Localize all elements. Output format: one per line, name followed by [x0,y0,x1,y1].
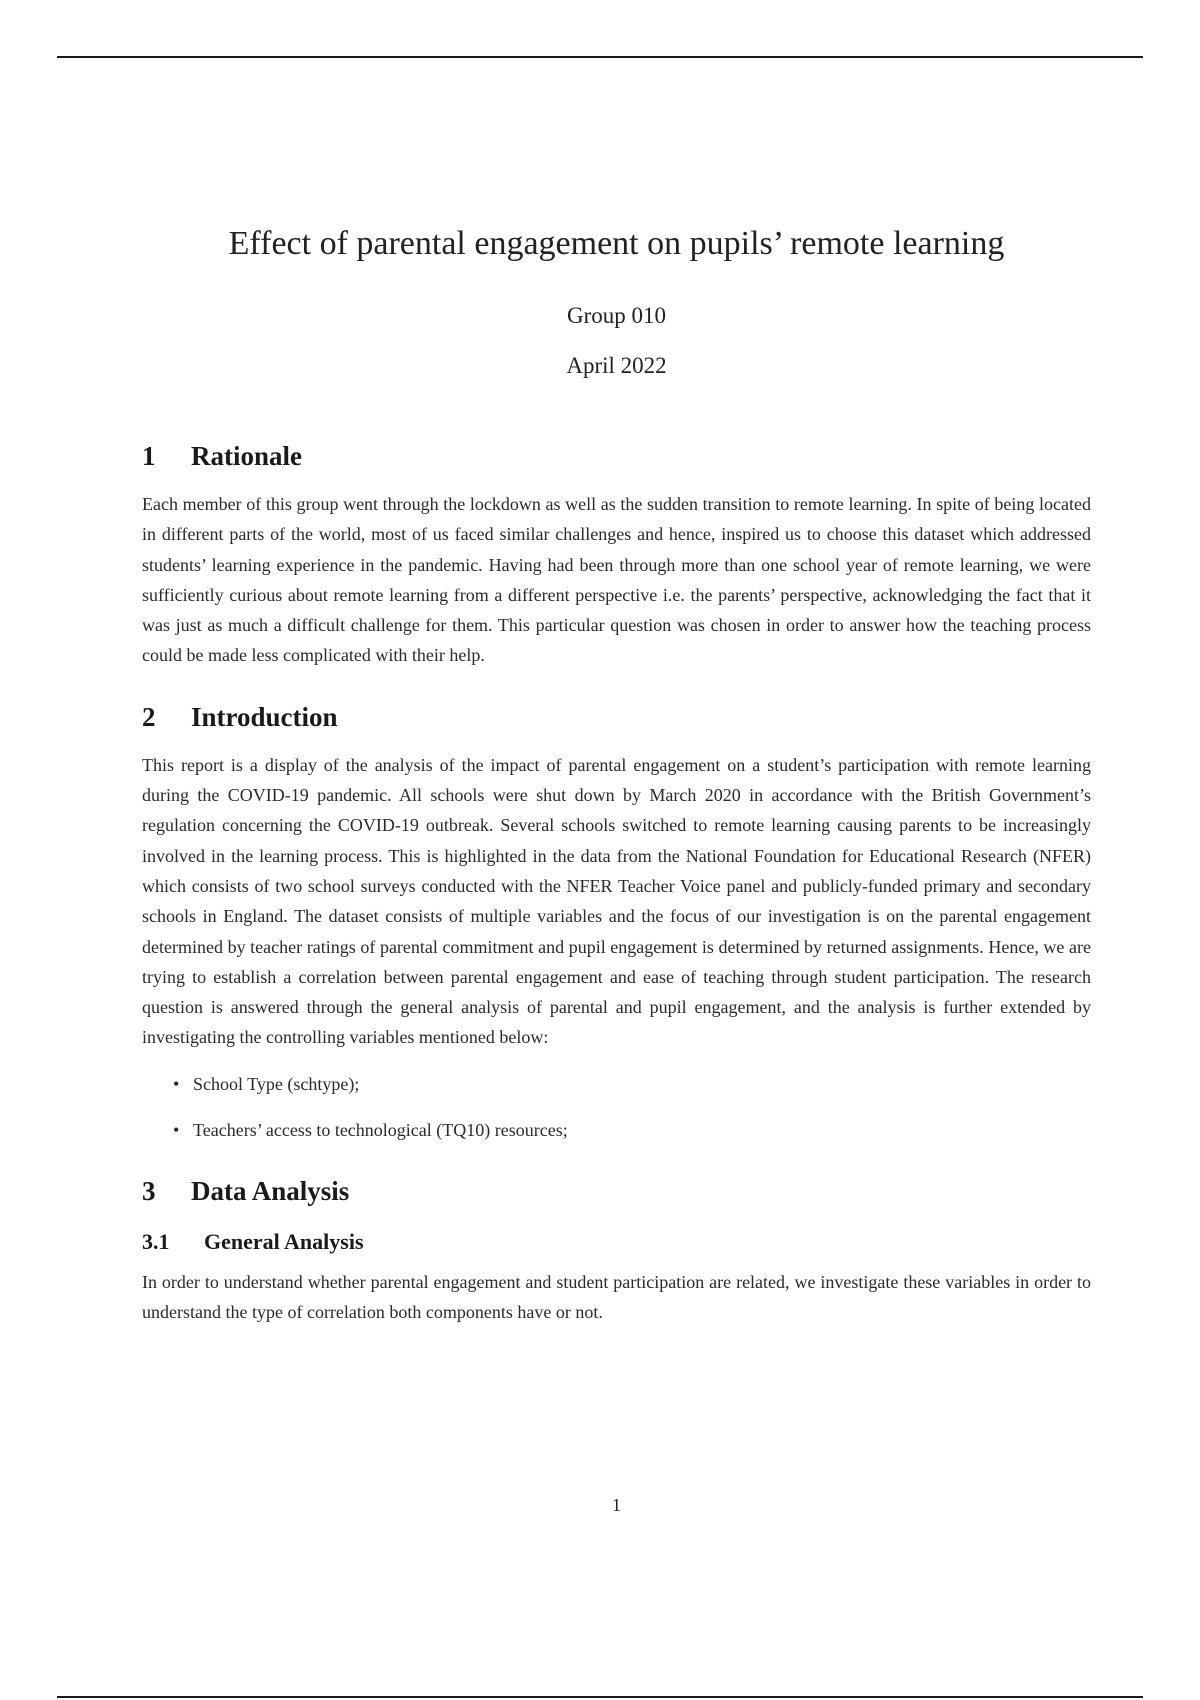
paper-body [142,438,1091,1327]
general-analysis-paragraph: In order to understand whether parental engagement and student participation are related, we investigate these variables in order to understand the type of correlation both components have or not. [142,1271,1091,1323]
list-item [142,1115,1091,1145]
bottom-rule [57,1696,1143,1698]
section-heading-data-analysis [142,1173,1091,1209]
bullet-icon: • [173,1119,180,1140]
page-number: 1 [612,1495,621,1515]
section-number: 2 [142,701,156,732]
section-number: 1 [142,441,156,471]
introduction-paragraph: This report is a display of the analysis of the impact of parental engagement on a student’s participation with remote learning during the COVID-19 pandemic. All schools were shut down by March 2020 in accordance with the British Government’s regulation concerning the COVID-19 outbreak. Several schools switched to remote learning causing parents to be increasingly involved in the learning process. This is highlighted in the data from the National Foundation for Educational Research (NFER) which consists of two school surveys conducted with the NFER Teacher Voice panel and publicly-funded primary and secondary schools in England. The dataset consists of multiple variables and the focus of our investigation is on the parental engagement determined by teacher ratings of parental commitment and pupil engagement is determined by returned assignments. Hence, we are trying to establish a correlation between parental engagement and ease of teaching through student participation. The research question is answered through the general analysis of parental and pupil engagement, and the analysis is further extended by investigating the controlling variables mentioned below: [142,754,1091,1048]
section-title: Data Analysis [191,1175,350,1206]
section-title: Rationale [191,441,302,471]
paper-author: Group 010 [566,303,667,328]
subsection-number: 3.1 [142,1228,170,1254]
paper-date: April 2022 [566,353,667,378]
section-title: Introduction [191,701,338,732]
list-item [142,1069,1091,1099]
section-number: 3 [142,1175,156,1206]
list-item-text: School Type (schtype); [193,1073,360,1094]
list-item-text: Teachers’ access to technological (TQ10) resources; [193,1119,568,1140]
bullet-icon: • [173,1073,180,1094]
section-heading-introduction [142,699,1091,735]
paper-title: Effect of parental engagement on pupils’ remote learning [228,225,1005,262]
subsection-heading-general-analysis [142,1227,1091,1257]
rationale-paragraph: Each member of this group went through the lockdown as well as the sudden transition to remote learning. In spite of being located in different parts of the world, most of us faced similar challenges and hence, inspired us to choose this dataset which addressed students’ learning experience in the pandemic. Having had been through more than one school year of remote learning, we were sufficiently curious about remote learning from a different perspective i.e. the parents’ perspective, acknowledging the fact that it was just as much a difficult challenge for them. This particular question was chosen in order to answer how the teaching process could be made less complicated with their help. [142,494,1091,666]
section-heading-rationale [142,438,1091,474]
controlling-variables-list [142,1069,1091,1145]
subsection-title: General Analysis [204,1228,364,1254]
top-rule [57,56,1143,58]
